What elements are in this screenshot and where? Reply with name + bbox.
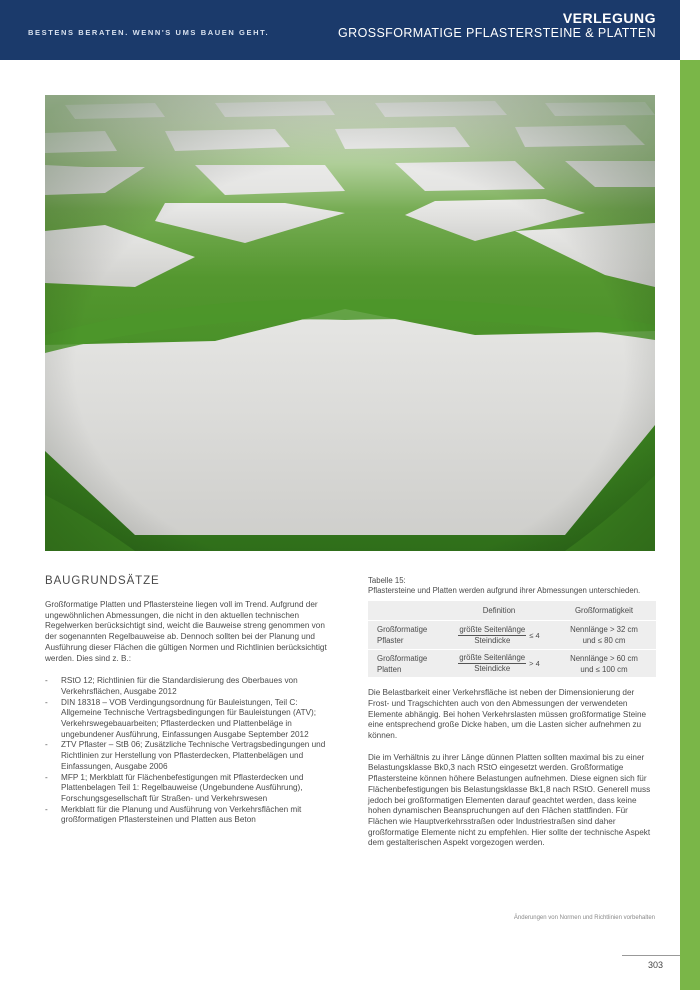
ratio-operator: > 4 <box>529 659 540 669</box>
table-row <box>368 649 656 677</box>
table-cell-definition <box>446 625 552 646</box>
intro-paragraph: Großformatige Platten und Pflastersteine liegen voll im Trend. Aufgrund der ungewöhnlichen Abmessungen, die nicht in den aktuellen technischen Regelwerken berücksichtigt sind, weicht die Bauweise streng genommen von der sogenannten Regelbauweise ab. Dennoch sollten bei der Planung und Ausführung dieser Flächen die gültigen Normen und Richtlinien berücksichtigt werden. Dies sind z. B.: <box>45 600 327 663</box>
table-cell-type <box>368 624 446 646</box>
size-line: Nennlänge > 32 cm <box>570 625 638 635</box>
table-header-row <box>368 601 656 621</box>
body-paragraph: Die im Verhältnis zu ihrer Länge dünnen Platten sollten maximal bis zu einer Belastungsklasse Bk0,3 nach RStO eingesetzt werden. Großformatige Pflastersteine können höhere Belastungen aufnehmen. Diese eignen sich für Flächenbefestigungen bis Belastungsklasse Bk1,8 nach RStO. Generell muss jedoch bei großformatigen Elementen darauf geachtet werden, dass keine hohen dynamischen Beanspruchungen auf den Flächen stattfinden. Für Flächen wie Hauptverkehrsstraßen oder Industriestraßen sind daher großformatige Elemente nicht zu empfehlen. Hier sollte der technische Aspekt dem gestalterischen Aspekt vorgezogen werden. <box>368 752 651 848</box>
size-line: Nennlänge > 60 cm <box>570 653 638 663</box>
table-row <box>368 621 656 649</box>
paving-photo <box>45 95 655 551</box>
list-item: - DIN 18318 – VOB Verdingungsordnung für Bauleistungen, Teil C: Allgemeine Technische Vertragsbedingungen für Bauleistungen (ATV); Verkehrswegebauarbeiten; Pflasterdecken und Plattenbeläge in ungebundener Ausführung, Einfassungen Ausgabe September 2012 <box>45 698 328 741</box>
section-title: BAUGRUNDSÄTZE <box>45 575 160 587</box>
list-item: - ZTV Pflaster – StB 06; Zusätzliche Technische Vertragsbedingungen und Richtlinien zur Herstellung von Pflasterdecken, Plattenbelägen und Einfassungen, Ausgabe 2006 <box>45 740 328 772</box>
list-item: - RStO 12; Richtlinien für die Standardisierung des Oberbaues von Verkehrsflächen, Ausgabe 2012 <box>45 676 328 697</box>
page-header <box>0 0 680 60</box>
green-side-bar <box>680 60 700 990</box>
type-line: Großformatige <box>377 625 428 635</box>
type-line: Pflaster <box>377 636 404 646</box>
page-subtitle: GROSSFORMATIGE PFLASTERSTEINE & PLATTEN <box>338 26 656 40</box>
table-cell-size <box>552 653 656 675</box>
table-cell-definition <box>446 653 552 674</box>
disclaimer-note: Änderungen von Normen und Richtlinien vorbehalten <box>513 915 655 921</box>
table-caption-label: Tabelle 15: <box>368 576 406 585</box>
table-caption-text: Pflastersteine und Platten werden aufgrund ihrer Abmessungen unterschieden. <box>368 585 641 595</box>
ratio-formula <box>446 625 552 646</box>
ratio-numerator: größte Seitenlänge <box>459 653 526 663</box>
table-cell-type <box>368 653 446 675</box>
ratio-numerator: größte Seitenlänge <box>459 624 526 634</box>
size-line: und ≤ 80 cm <box>582 636 626 646</box>
table-cell-size <box>552 624 656 646</box>
brand-slogan: BESTENS BERATEN. WENN'S UMS BAUEN GEHT. <box>28 28 270 37</box>
ratio-denominator: Steindicke <box>474 664 511 674</box>
size-line: und ≤ 100 cm <box>580 664 628 674</box>
body-paragraph: Die Belastbarkeit einer Verkehrsfläche ist neben der Dimensionierung der Frost- und Tragschichten auch von den Abmessungen der verwendeten Elemente abhängig. Bei hohen Verkehrslasten müssen großformatige Steine eine entsprechend große Dicke haben, um die Lasten sicher aufnehmen zu können. <box>368 688 647 740</box>
table-header-cell: Großformatigkeit <box>574 606 634 616</box>
type-line: Platten <box>377 664 402 674</box>
list-item: - Merkblatt für die Planung und Ausführung von Verkehrsflächen mit großformatigen Pflastersteinen und Platten aus Beton <box>45 805 328 826</box>
ratio-operator: ≤ 4 <box>529 630 540 640</box>
list-item: - MFP 1; Merkblatt für Flächenbefestigungen mit Pflasterdecken und Plattenbelagen Teil 1: Regelbauweise (Ungebundene Ausführung), Forschungsgesellschaft für Straßen- und Verkehrswesen <box>45 773 328 805</box>
ratio-formula <box>446 653 552 674</box>
type-line: Großformatige <box>377 653 428 663</box>
table-header-cell: Definition <box>482 606 516 616</box>
page-title: VERLEGUNG <box>562 10 656 26</box>
footer-rule <box>622 955 680 956</box>
header-corner <box>680 0 700 60</box>
standards-list <box>45 676 328 826</box>
left-column <box>45 575 328 826</box>
classification-table <box>368 601 656 677</box>
page-number: 303 <box>648 960 664 970</box>
right-column <box>368 576 657 849</box>
ratio-denominator: Steindicke <box>474 635 511 645</box>
